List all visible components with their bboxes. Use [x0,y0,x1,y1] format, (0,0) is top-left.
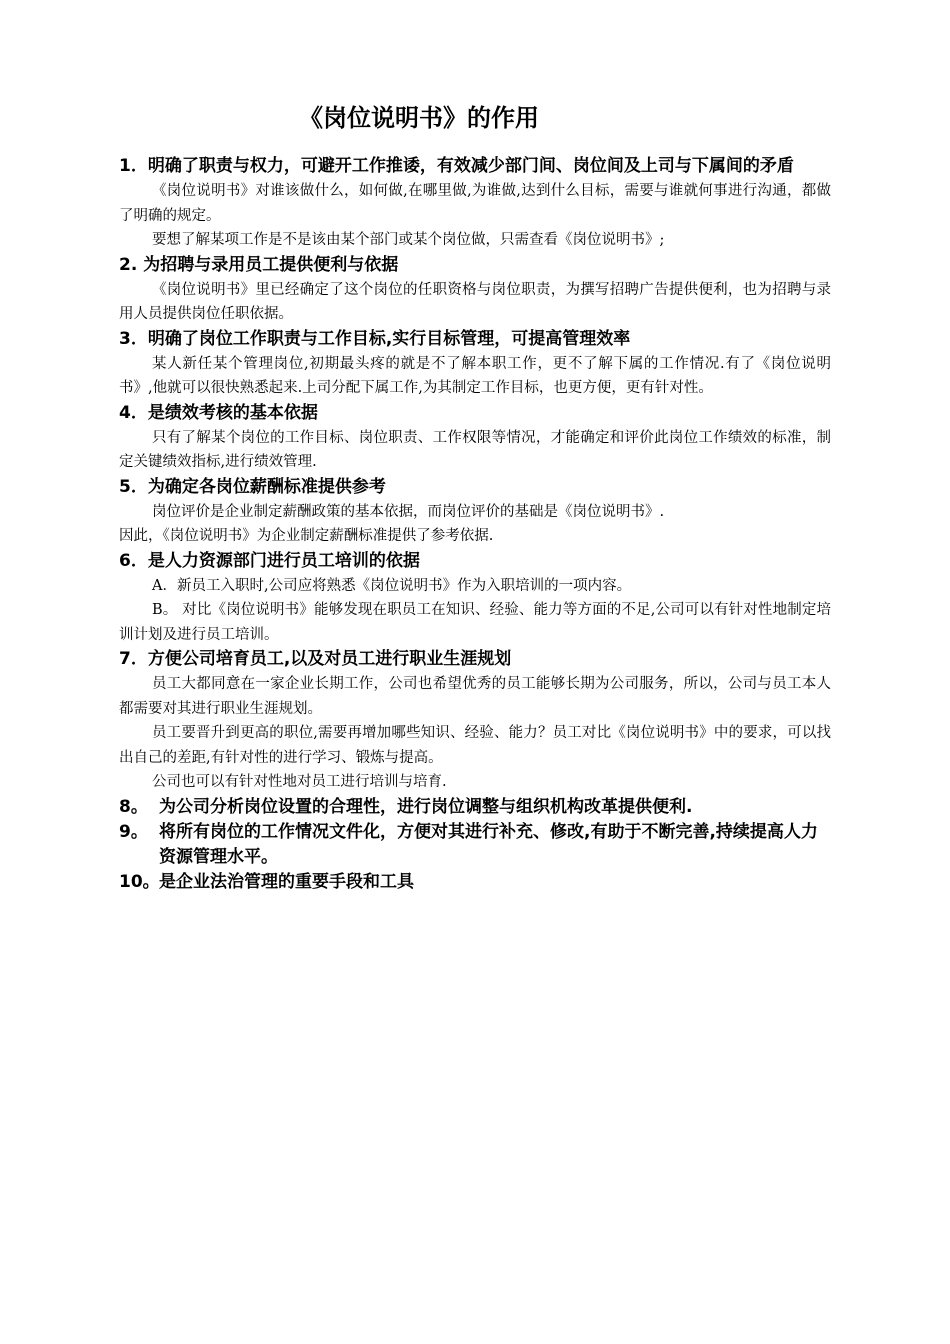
item-number: 9。 [119,821,148,842]
section-heading: 5．为确定各岗位薪酬标准提供参考 [119,476,386,497]
section-paragraph: 要想了解某项工作是不是该由某个部门或某个岗位做，只需查看《岗位说明书》; [152,232,665,248]
section-paragraph: 公司也可以有针对性地对员工进行培训与培育. [152,774,447,790]
section-paragraph: 因此，《岗位说明书》为企业制定薪酬标准提供了参考依据. [119,528,494,544]
section-paragraph: 员工大都同意在一家企业长期工作，公司也希望优秀的员工能够长期为公司服务，所以，公司与员工本人都需要对其进行职业生涯规划。 [119,676,831,717]
section-paragraph: 只有了解某个岗位的工作目标、岗位职责、工作权限等情况，才能确定和评价此岗位工作绩效的标准，制定关键绩效指标,进行绩效管理. [119,429,831,470]
item-text: 为公司分析岗位设置的合理性，进行岗位调整与组织机构改革提供便利. [159,796,693,817]
numbered-item-8 [119,795,831,820]
section-heading: 3．明确了岗位工作职责与工作目标,实行目标管理，可提高管理效率 [119,328,631,349]
section-4 [119,401,831,475]
numbered-item-10 [119,870,831,895]
document-title: 《岗位说明书》的作用 [299,104,539,132]
item-text: 将所有岗位的工作情况文件化，方便对其进行补充、修改,有助于不断完善,持续提高人力资源管理水平。 [159,821,818,867]
section-heading: 2. 为招聘与录用员工提供便利与依据 [119,254,399,275]
item-number: 8。 [119,796,148,817]
section-heading: 4．是绩效考核的基本依据 [119,402,318,423]
section-6 [119,549,831,648]
section-paragraph: 《岗位说明书》对谁该做什么，如何做,在哪里做,为谁做,达到什么目标，需要与谁就何事进行沟通，都做了明确的规定。 [119,183,831,224]
section-paragraph: 《岗位说明书》里已经确定了这个岗位的任职资格与岗位职责，为撰写招聘广告提供便利，也为招聘与录用人员提供岗位任职依据。 [119,281,831,322]
section-paragraph: 岗位评价是企业制定薪酬政策的基本依据，而岗位评价的基础是《岗位说明书》. [152,503,665,520]
section-1 [119,154,831,253]
section-5 [119,475,831,549]
section-heading: 1．明确了职责与权力，可避开工作推诿，有效减少部门间、岗位间及上司与下属间的矛盾 [119,156,794,176]
section-7 [119,647,831,795]
section-heading: 7．方便公司培育员工,以及对员工进行职业生涯规划 [119,649,512,669]
document-page [119,96,831,895]
section-paragraph: A．新员工入职时,公司应将熟悉《岗位说明书》作为入职培训的一项内容。 [152,577,632,594]
item-text: 是企业法治管理的重要手段和工具 [159,871,414,892]
item-number: 10。 [119,871,160,892]
section-paragraph: B。 对比《岗位说明书》能够发现在职员工在知识、经验、能力等方面的不足,公司可以有针对性地制定培训计划及进行员工培训。 [119,602,831,643]
numbered-items [119,795,831,895]
section-heading: 6．是人力资源部门进行员工培训的依据 [119,550,420,571]
numbered-item-9 [119,820,831,870]
section-3 [119,327,831,401]
section-2 [119,253,831,327]
section-paragraph: 某人新任某个管理岗位,初期最头疼的就是不了解本职工作，更不了解下属的工作情况.有了《岗位说明书》,他就可以很快熟悉起来.上司分配下属工作,为其制定工作目标，也更方便，更有针对性。 [119,355,831,396]
section-paragraph: 员工要晋升到更高的职位,需要再增加哪些知识、经验、能力？员工对比《岗位说明书》中的要求，可以找出自己的差距,有针对性的进行学习、锻炼与提高。 [119,725,831,766]
